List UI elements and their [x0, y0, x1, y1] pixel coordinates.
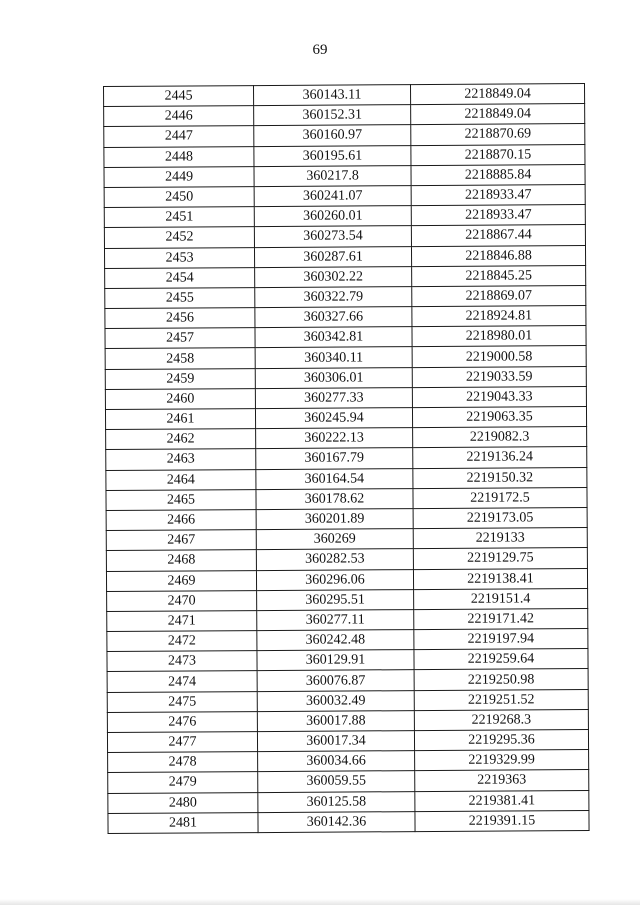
table-row [104, 245, 585, 268]
table-row [106, 528, 587, 551]
y-coordinate-cell: 2219381.41 [415, 790, 589, 811]
x-coordinate-cell: 360302.22 [255, 266, 412, 287]
x-coordinate-cell: 360287.61 [254, 246, 411, 267]
y-coordinate-cell: 2219171.42 [414, 608, 588, 629]
y-coordinate-cell: 2219172.5 [413, 487, 587, 508]
x-coordinate-cell: 360260.01 [254, 206, 411, 227]
y-coordinate-cell: 2219363 [415, 770, 589, 791]
table-row [104, 124, 585, 147]
point-number-cell: 2458 [105, 348, 255, 369]
point-number-cell: 2462 [106, 429, 256, 450]
x-coordinate-cell: 360245.94 [255, 408, 412, 429]
point-number-cell: 2474 [107, 671, 257, 692]
x-coordinate-cell: 360129.91 [257, 650, 414, 671]
x-coordinate-cell: 360277.11 [257, 609, 414, 630]
point-number-cell: 2476 [107, 711, 257, 732]
point-number-cell: 2456 [105, 308, 255, 329]
table-row [107, 629, 588, 652]
x-coordinate-cell: 360142.36 [258, 811, 415, 832]
point-number-cell: 2467 [106, 530, 256, 551]
x-coordinate-cell: 360241.07 [254, 186, 411, 207]
x-coordinate-cell: 360167.79 [256, 448, 413, 469]
table-row [107, 709, 588, 732]
table-body [104, 84, 590, 834]
table-row [105, 285, 586, 308]
y-coordinate-cell: 2219133 [413, 528, 587, 549]
point-number-cell: 2446 [104, 106, 254, 127]
table-row [108, 770, 589, 793]
table-row [104, 225, 585, 248]
table-row [107, 608, 588, 631]
y-coordinate-cell: 2219138.41 [413, 568, 587, 589]
table-row [104, 144, 585, 167]
point-number-cell: 2453 [104, 247, 254, 268]
x-coordinate-cell: 360306.01 [255, 367, 412, 388]
y-coordinate-cell: 2219150.32 [413, 467, 587, 488]
table-row [105, 407, 586, 430]
point-number-cell: 2481 [108, 812, 258, 833]
x-coordinate-cell: 360032.49 [257, 690, 414, 711]
x-coordinate-cell: 360164.54 [256, 468, 413, 489]
point-number-cell: 2451 [104, 207, 254, 228]
point-number-cell: 2448 [104, 146, 254, 167]
y-coordinate-cell: 2219033.59 [412, 366, 586, 387]
table-row [106, 487, 587, 510]
y-coordinate-cell: 2219136.24 [413, 447, 587, 468]
table-row [106, 568, 587, 591]
y-coordinate-cell: 2219329.99 [415, 750, 589, 771]
table-row [108, 790, 589, 813]
point-number-cell: 2471 [107, 610, 257, 631]
x-coordinate-cell: 360340.11 [255, 347, 412, 368]
x-coordinate-cell: 360242.48 [257, 630, 414, 651]
x-coordinate-cell: 360017.34 [257, 731, 414, 752]
y-coordinate-cell: 2218869.07 [412, 285, 586, 306]
x-coordinate-cell: 360125.58 [258, 791, 415, 812]
point-number-cell: 2472 [107, 631, 257, 652]
y-coordinate-cell: 2218849.04 [411, 104, 585, 125]
point-number-cell: 2449 [104, 166, 254, 187]
y-coordinate-cell: 2219173.05 [413, 507, 587, 528]
point-number-cell: 2470 [107, 590, 257, 611]
table-row [106, 427, 587, 450]
y-coordinate-cell: 2219295.36 [414, 730, 588, 751]
table-row [104, 184, 585, 207]
y-coordinate-cell: 2218845.25 [412, 265, 586, 286]
x-coordinate-cell: 360277.33 [255, 387, 412, 408]
y-coordinate-cell: 2218870.69 [411, 124, 585, 145]
x-coordinate-cell: 360217.8 [254, 165, 411, 186]
y-coordinate-cell: 2218867.44 [411, 225, 585, 246]
table-row [106, 447, 587, 470]
y-coordinate-cell: 2219082.3 [413, 427, 587, 448]
page-bottom-edge [0, 899, 640, 905]
coordinates-table [103, 83, 590, 834]
point-number-cell: 2455 [105, 287, 255, 308]
table-row [107, 588, 588, 611]
y-coordinate-cell: 2218849.04 [410, 84, 584, 105]
x-coordinate-cell: 360195.61 [254, 145, 411, 166]
point-number-cell: 2465 [106, 489, 256, 510]
point-number-cell: 2475 [107, 691, 257, 712]
table-row [104, 84, 585, 107]
point-number-cell: 2463 [106, 449, 256, 470]
point-number-cell: 2450 [104, 187, 254, 208]
x-coordinate-cell: 360322.79 [255, 286, 412, 307]
y-coordinate-cell: 2218933.47 [411, 205, 585, 226]
point-number-cell: 2452 [104, 227, 254, 248]
point-number-cell: 2459 [105, 368, 255, 389]
y-coordinate-cell: 2218885.84 [411, 164, 585, 185]
x-coordinate-cell: 360282.53 [256, 549, 413, 570]
table-row [105, 326, 586, 349]
point-number-cell: 2457 [105, 328, 255, 349]
table-row [105, 386, 586, 409]
x-coordinate-cell: 360152.31 [254, 105, 411, 126]
table-row [108, 750, 589, 773]
y-coordinate-cell: 2219268.3 [414, 709, 588, 730]
point-number-cell: 2466 [106, 510, 256, 531]
y-coordinate-cell: 2218980.01 [412, 326, 586, 347]
x-coordinate-cell: 360201.89 [256, 509, 413, 530]
x-coordinate-cell: 360059.55 [258, 771, 415, 792]
point-number-cell: 2461 [105, 409, 255, 430]
point-number-cell: 2447 [104, 126, 254, 147]
table-row [104, 104, 585, 127]
x-coordinate-cell: 360269 [256, 529, 413, 550]
y-coordinate-cell: 2219197.94 [414, 629, 588, 650]
y-coordinate-cell: 2219151.4 [414, 588, 588, 609]
y-coordinate-cell: 2218933.47 [411, 184, 585, 205]
point-number-cell: 2473 [107, 651, 257, 672]
x-coordinate-cell: 360327.66 [255, 307, 412, 328]
table-row [106, 548, 587, 571]
y-coordinate-cell: 2219129.75 [413, 548, 587, 569]
table-row [108, 810, 589, 833]
x-coordinate-cell: 360178.62 [256, 488, 413, 509]
point-number-cell: 2477 [107, 732, 257, 753]
point-number-cell: 2464 [106, 469, 256, 490]
x-coordinate-cell: 360034.66 [258, 751, 415, 772]
y-coordinate-cell: 2218870.15 [411, 144, 585, 165]
table-row [107, 649, 588, 672]
x-coordinate-cell: 360273.54 [254, 226, 411, 247]
x-coordinate-cell: 360017.88 [257, 710, 414, 731]
x-coordinate-cell: 360342.81 [255, 327, 412, 348]
point-number-cell: 2445 [104, 86, 254, 107]
y-coordinate-cell: 2219251.52 [414, 689, 588, 710]
point-number-cell: 2469 [106, 570, 256, 591]
y-coordinate-cell: 2218846.88 [411, 245, 585, 266]
x-coordinate-cell: 360295.51 [257, 589, 414, 610]
x-coordinate-cell: 360143.11 [254, 85, 411, 106]
page-number: 69 [312, 42, 328, 58]
table-row [107, 730, 588, 753]
point-number-cell: 2479 [108, 772, 258, 793]
table-row [104, 205, 585, 228]
x-coordinate-cell: 360076.87 [257, 670, 414, 691]
table-row [105, 366, 586, 389]
y-coordinate-cell: 2219391.15 [415, 810, 589, 831]
coordinates-table-container [103, 83, 589, 834]
y-coordinate-cell: 2219043.33 [412, 386, 586, 407]
y-coordinate-cell: 2218924.81 [412, 306, 586, 327]
point-number-cell: 2480 [108, 792, 258, 813]
y-coordinate-cell: 2219063.35 [412, 407, 586, 428]
y-coordinate-cell: 2219000.58 [412, 346, 586, 367]
table-row [106, 467, 587, 490]
y-coordinate-cell: 2219250.98 [414, 669, 588, 690]
table-row [104, 164, 585, 187]
x-coordinate-cell: 360296.06 [256, 569, 413, 590]
table-row [105, 306, 586, 329]
y-coordinate-cell: 2219259.64 [414, 649, 588, 670]
table-row [105, 265, 586, 288]
point-number-cell: 2478 [108, 752, 258, 773]
table-row [107, 689, 588, 712]
x-coordinate-cell: 360222.13 [256, 428, 413, 449]
point-number-cell: 2454 [105, 267, 255, 288]
table-row [106, 507, 587, 530]
table-row [105, 346, 586, 369]
table-row [107, 669, 588, 692]
x-coordinate-cell: 360160.97 [254, 125, 411, 146]
point-number-cell: 2460 [105, 388, 255, 409]
point-number-cell: 2468 [106, 550, 256, 571]
